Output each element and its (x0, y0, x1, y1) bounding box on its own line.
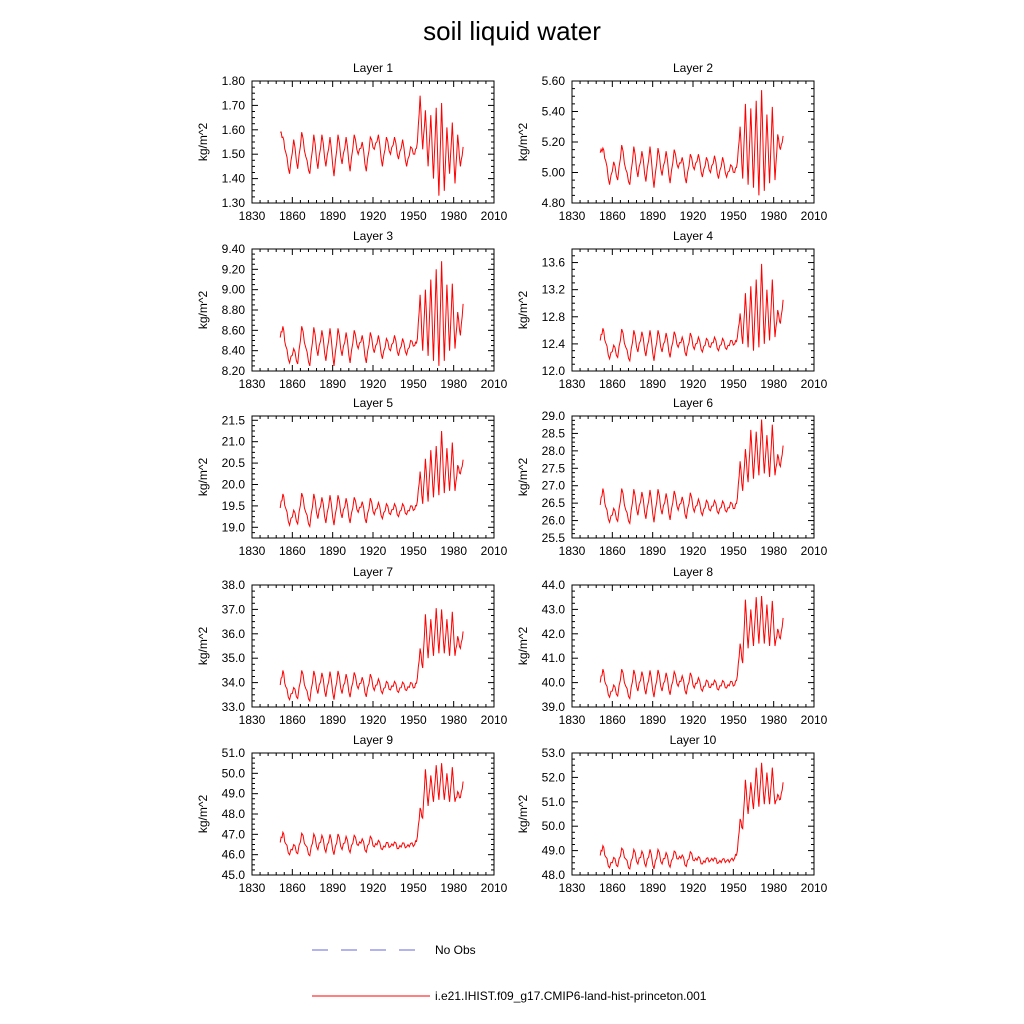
y-tick-label: 50.0 (221, 766, 245, 781)
y-tick-label: 9.40 (221, 242, 245, 256)
x-tick-label: 2010 (480, 209, 508, 223)
x-tick-label: 1920 (359, 377, 387, 391)
panel-title: Layer 2 (672, 61, 714, 75)
y-tick-label: 41.0 (541, 651, 565, 666)
panel-layer-4 (516, 229, 828, 391)
x-tick-label: 1950 (719, 544, 747, 558)
y-axis-label: kg/m^2 (516, 457, 530, 497)
y-tick-label: 43.0 (541, 602, 565, 617)
x-tick-label: 1830 (238, 544, 266, 558)
y-tick-label: 53.0 (541, 746, 565, 760)
y-tick-label: 28.5 (541, 426, 565, 441)
x-tick-label: 1830 (558, 209, 586, 223)
x-tick-label: 1980 (760, 209, 788, 223)
plot-frame (572, 753, 814, 875)
x-tick-label: 1860 (278, 713, 306, 727)
series-line (600, 596, 783, 699)
plot-frame (572, 585, 814, 707)
x-tick-label: 1860 (598, 377, 626, 391)
series-line (600, 420, 783, 524)
y-axis-label: kg/m^2 (516, 290, 530, 330)
x-tick-label: 1920 (679, 209, 707, 223)
x-tick-label: 1890 (319, 544, 347, 558)
y-tick-label: 40.0 (541, 675, 565, 690)
x-tick-label: 1830 (238, 377, 266, 391)
x-tick-label: 1980 (440, 209, 468, 223)
panel-layer-10 (516, 733, 828, 895)
x-tick-label: 2010 (800, 881, 828, 895)
x-tick-label: 1980 (760, 881, 788, 895)
y-tick-label: 45.0 (221, 868, 245, 882)
x-tick-label: 1980 (760, 377, 788, 391)
x-tick-label: 1890 (319, 881, 347, 895)
y-tick-label: 48.0 (541, 868, 565, 882)
plot-frame (252, 585, 494, 707)
y-axis-label: kg/m^2 (196, 122, 210, 162)
chart-title: soil liquid water (423, 16, 601, 46)
panel-title: Layer 5 (352, 396, 394, 410)
x-tick-label: 1950 (399, 881, 427, 895)
panel-title: Layer 3 (352, 229, 394, 243)
y-tick-label: 47.0 (221, 827, 245, 842)
y-tick-label: 8.20 (221, 364, 245, 378)
y-tick-label: 8.40 (221, 343, 245, 358)
y-tick-label: 21.5 (221, 413, 245, 428)
y-tick-label: 49.0 (221, 786, 245, 801)
x-tick-label: 2010 (480, 881, 508, 895)
y-tick-label: 44.0 (541, 578, 565, 592)
x-tick-label: 1950 (719, 209, 747, 223)
y-tick-label: 13.6 (541, 255, 565, 270)
y-tick-label: 51.0 (221, 746, 245, 760)
x-tick-label: 1980 (440, 377, 468, 391)
y-axis-label: kg/m^2 (196, 290, 210, 330)
legend (312, 943, 707, 1003)
y-tick-label: 4.80 (541, 196, 565, 210)
y-tick-label: 36.0 (221, 626, 245, 641)
y-tick-label: 37.0 (221, 602, 245, 617)
y-tick-label: 35.0 (221, 651, 245, 666)
x-tick-label: 1950 (399, 544, 427, 558)
x-tick-label: 1920 (679, 377, 707, 391)
y-tick-label: 26.5 (541, 496, 565, 511)
x-tick-label: 1860 (598, 881, 626, 895)
x-tick-label: 1860 (278, 881, 306, 895)
x-tick-label: 1830 (238, 881, 266, 895)
y-tick-label: 1.50 (221, 147, 245, 162)
y-tick-label: 50.0 (541, 819, 565, 834)
panel-title: Layer 9 (352, 733, 394, 747)
x-tick-label: 1920 (679, 881, 707, 895)
y-axis-label: kg/m^2 (516, 626, 530, 666)
series-line (280, 96, 463, 196)
x-tick-label: 1950 (719, 881, 747, 895)
y-tick-label: 20.5 (221, 456, 245, 471)
y-tick-label: 21.0 (221, 434, 245, 449)
x-tick-label: 2010 (480, 713, 508, 727)
y-axis-label: kg/m^2 (196, 794, 210, 834)
x-tick-label: 1830 (558, 377, 586, 391)
y-tick-label: 34.0 (221, 675, 245, 690)
y-tick-label: 12.0 (541, 364, 565, 378)
y-tick-label: 1.70 (221, 98, 245, 113)
series-line (280, 261, 463, 366)
y-axis-label: kg/m^2 (516, 794, 530, 834)
panel-title: Layer 6 (672, 396, 714, 410)
x-tick-label: 2010 (480, 377, 508, 391)
panel-layer-7 (196, 565, 508, 727)
panel-layer-8 (516, 565, 828, 727)
x-tick-label: 1890 (639, 209, 667, 223)
x-tick-label: 1860 (278, 544, 306, 558)
y-tick-label: 27.0 (541, 478, 565, 493)
y-axis-label: kg/m^2 (516, 122, 530, 162)
x-tick-label: 1890 (639, 377, 667, 391)
y-tick-label: 26.0 (541, 513, 565, 528)
y-tick-label: 13.2 (541, 282, 565, 297)
y-tick-label: 27.5 (541, 461, 565, 476)
x-tick-label: 1830 (558, 544, 586, 558)
x-tick-label: 1920 (359, 881, 387, 895)
panel-layer-5 (196, 396, 508, 558)
panel-layer-2 (516, 61, 828, 223)
panel-title: Layer 4 (672, 229, 714, 243)
y-tick-label: 5.60 (541, 74, 565, 88)
plot-frame (252, 753, 494, 875)
x-tick-label: 1950 (399, 377, 427, 391)
y-tick-label: 19.5 (221, 498, 245, 513)
legend-model-label: i.e21.IHIST.f09_g17.CMIP6-land-hist-princeton.001 (435, 989, 707, 1003)
series-line (280, 763, 463, 856)
x-tick-label: 2010 (800, 377, 828, 391)
x-tick-label: 1860 (598, 713, 626, 727)
x-tick-label: 1980 (440, 881, 468, 895)
x-tick-label: 1830 (558, 713, 586, 727)
panel-layer-3 (196, 229, 508, 391)
y-tick-label: 49.0 (541, 843, 565, 858)
y-tick-label: 5.40 (541, 104, 565, 119)
y-tick-label: 5.20 (541, 135, 565, 149)
panel-title: Layer 7 (352, 565, 394, 579)
y-tick-label: 48.0 (221, 807, 245, 821)
panel-layer-9 (196, 733, 508, 895)
y-tick-label: 33.0 (221, 700, 245, 714)
panel-title: Layer 8 (672, 565, 714, 579)
panel-title: Layer 1 (352, 61, 394, 75)
x-tick-label: 1890 (639, 713, 667, 727)
x-tick-label: 1920 (679, 713, 707, 727)
panel-title: Layer 10 (669, 733, 717, 747)
panel-layer-1 (196, 61, 508, 223)
x-tick-label: 1980 (440, 544, 468, 558)
y-tick-label: 25.5 (541, 531, 565, 545)
y-tick-label: 1.60 (221, 122, 245, 137)
series-line (600, 264, 783, 361)
x-tick-label: 2010 (480, 544, 508, 558)
y-tick-label: 42.0 (541, 626, 565, 641)
y-tick-label: 46.0 (221, 847, 245, 862)
x-tick-label: 1890 (319, 209, 347, 223)
x-tick-label: 1980 (440, 713, 468, 727)
y-tick-label: 28.0 (541, 443, 565, 458)
series-line (280, 431, 463, 526)
x-tick-label: 1950 (399, 713, 427, 727)
x-tick-label: 1950 (719, 713, 747, 727)
y-tick-label: 19.0 (221, 520, 245, 535)
series-line (600, 763, 783, 869)
x-tick-label: 1890 (639, 881, 667, 895)
x-tick-label: 1860 (278, 209, 306, 223)
x-tick-label: 2010 (800, 544, 828, 558)
y-tick-label: 12.8 (541, 309, 565, 324)
y-tick-label: 1.40 (221, 171, 245, 186)
y-tick-label: 52.0 (541, 770, 565, 785)
y-tick-label: 9.00 (221, 282, 245, 297)
x-tick-label: 1860 (598, 209, 626, 223)
x-tick-label: 1950 (399, 209, 427, 223)
y-tick-label: 12.4 (541, 336, 565, 351)
y-tick-label: 9.20 (221, 262, 245, 277)
y-tick-label: 1.30 (221, 196, 245, 210)
y-tick-label: 38.0 (221, 578, 245, 592)
x-tick-label: 1830 (238, 209, 266, 223)
x-tick-label: 2010 (800, 713, 828, 727)
x-tick-label: 1920 (679, 544, 707, 558)
plot-frame (252, 249, 494, 371)
x-tick-label: 1950 (719, 377, 747, 391)
x-tick-label: 1920 (359, 209, 387, 223)
series-line (600, 90, 783, 195)
y-tick-label: 29.0 (541, 409, 565, 423)
x-tick-label: 2010 (800, 209, 828, 223)
panels (196, 61, 828, 895)
x-tick-label: 1980 (760, 713, 788, 727)
y-axis-label: kg/m^2 (196, 626, 210, 666)
series-line (280, 608, 463, 701)
y-tick-label: 1.80 (221, 74, 245, 88)
panel-layer-6 (516, 396, 828, 558)
x-tick-label: 1860 (598, 544, 626, 558)
x-tick-label: 1980 (760, 544, 788, 558)
x-tick-label: 1860 (278, 377, 306, 391)
y-tick-label: 39.0 (541, 700, 565, 714)
x-tick-label: 1830 (558, 881, 586, 895)
x-tick-label: 1890 (639, 544, 667, 558)
x-tick-label: 1890 (319, 377, 347, 391)
y-tick-label: 8.80 (221, 303, 245, 317)
x-tick-label: 1890 (319, 713, 347, 727)
y-axis-label: kg/m^2 (196, 457, 210, 497)
y-tick-label: 20.0 (221, 477, 245, 492)
legend-no-obs-label: No Obs (435, 943, 476, 957)
y-tick-label: 8.60 (221, 323, 245, 338)
x-tick-label: 1920 (359, 544, 387, 558)
y-tick-label: 5.00 (541, 165, 565, 180)
x-tick-label: 1920 (359, 713, 387, 727)
x-tick-label: 1830 (238, 713, 266, 727)
y-tick-label: 51.0 (541, 794, 565, 809)
